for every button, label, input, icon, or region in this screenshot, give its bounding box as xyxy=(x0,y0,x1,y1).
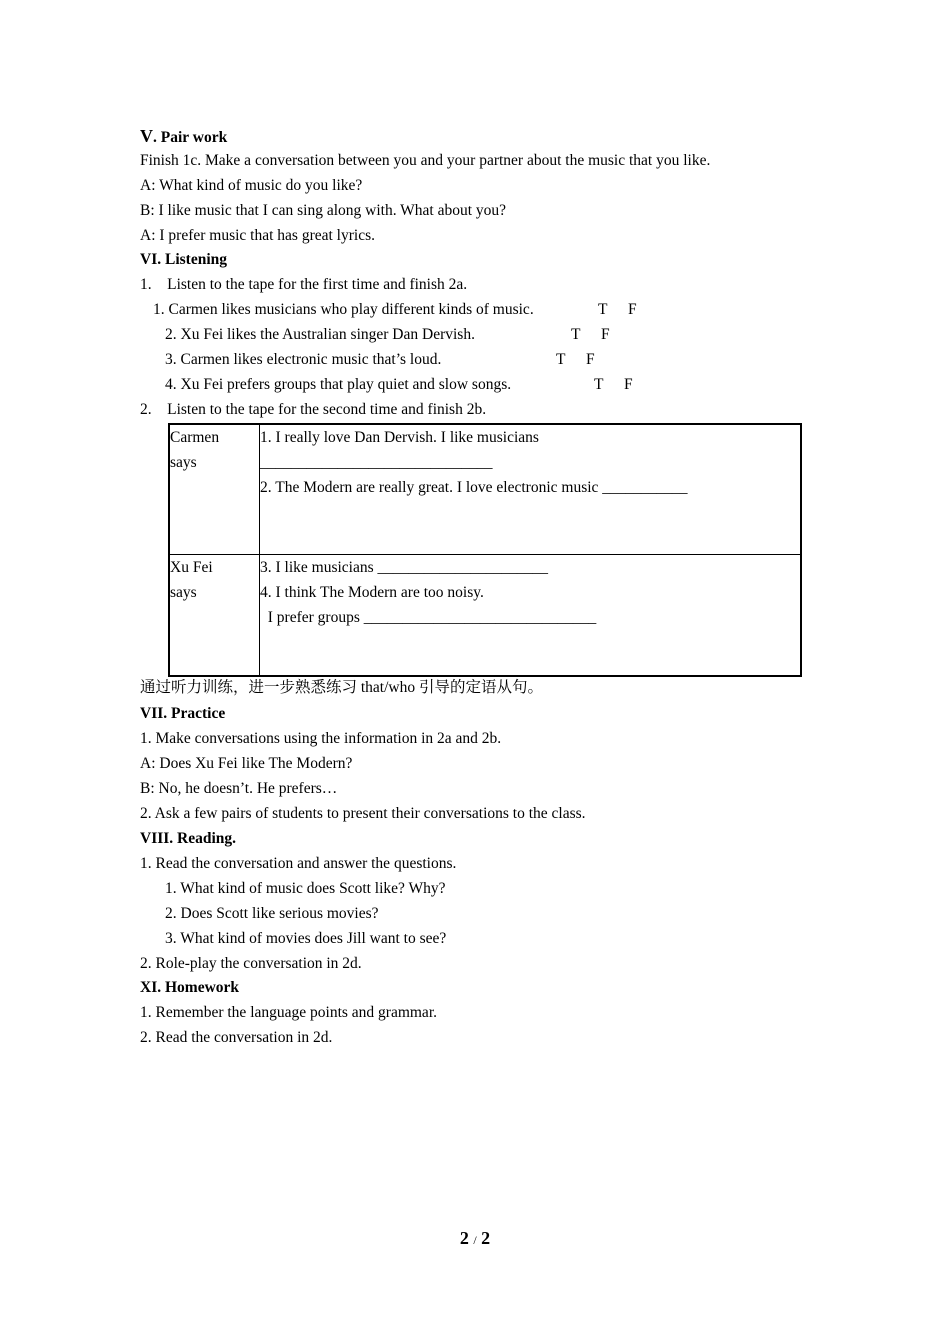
true-false-item-3: 3. Carmen likes electronic music that’s loud. xyxy=(165,351,442,368)
reading-question: 2. Does Scott like serious movies? xyxy=(165,905,379,922)
statement-line: I prefer groups ______________________________ xyxy=(260,609,597,626)
true-false-item-4: 4. Xu Fei prefers groups that play quiet and slow songs. xyxy=(165,376,512,393)
true-option: T xyxy=(594,376,604,393)
false-option: F xyxy=(628,301,637,318)
section-heading-homework: XI. Homework xyxy=(140,979,240,996)
statement-cell xyxy=(260,555,802,677)
pair-work-instruction: Finish 1c. Make a conversation between you and your partner about the music that you like. xyxy=(140,152,711,169)
reading-question: 3. What kind of movies does Jill want to see? xyxy=(165,930,447,947)
false-option: F xyxy=(586,351,595,368)
false-option: F xyxy=(624,376,633,393)
reading-step-1: 1. Read the conversation and answer the questions. xyxy=(140,855,457,872)
statement-line: 2. The Modern are really great. I love electronic music ___________ xyxy=(260,479,688,496)
reading-question: 1. What kind of music does Scott like? Why? xyxy=(165,880,446,897)
dialogue-line: A: What kind of music do you like? xyxy=(140,177,363,194)
section-heading-listening: VI. Listening xyxy=(140,251,227,268)
total-pages: 2 xyxy=(481,1228,491,1248)
listening-note: 通过听力训练，进一步熟悉练习 that/who 引导的定语从句。 xyxy=(140,679,543,696)
heading-numeral: V xyxy=(140,126,153,146)
section-heading-pair-work xyxy=(140,126,227,148)
statement-cell xyxy=(260,424,802,555)
false-option: F xyxy=(601,326,610,343)
practice-line: 2. Ask a few pairs of students to present their conversations to the class. xyxy=(140,805,586,822)
true-option: T xyxy=(556,351,566,368)
true-false-item-2: 2. Xu Fei likes the Australian singer Dan Dervish. xyxy=(165,326,475,343)
true-false-item-1: 1. Carmen likes musicians who play different kinds of music. xyxy=(153,301,534,318)
dialogue-line: A: I prefer music that has great lyrics. xyxy=(140,227,375,244)
practice-line: B: No, he doesn’t. He prefers… xyxy=(140,780,338,797)
answer-table xyxy=(168,423,802,677)
heading-title: . Pair work xyxy=(153,129,228,146)
reading-step-2: 2. Role-play the conversation in 2d. xyxy=(140,955,362,972)
speaker-verb: says xyxy=(170,584,197,601)
answer-blank: ______________________________ xyxy=(260,454,493,471)
table-row xyxy=(169,555,801,677)
statement-line: 4. I think The Modern are too noisy. xyxy=(260,584,484,601)
speaker-cell xyxy=(169,555,260,677)
page-number xyxy=(0,1228,950,1249)
page-separator: / xyxy=(473,1233,477,1247)
statement-line: 1. I really love Dan Dervish. I like musicians xyxy=(260,429,539,446)
practice-line: 1. Make conversations using the information in 2a and 2b. xyxy=(140,730,502,747)
speaker-name: Carmen xyxy=(170,429,220,446)
true-option: T xyxy=(571,326,581,343)
speaker-name: Xu Fei xyxy=(170,559,213,576)
table-row xyxy=(169,424,801,555)
true-option: T xyxy=(598,301,608,318)
listening-step-2: 2. Listen to the tape for the second time and finish 2b. xyxy=(140,401,487,418)
dialogue-line: B: I like music that I can sing along with. What about you? xyxy=(140,202,507,219)
current-page: 2 xyxy=(459,1228,469,1248)
speaker-cell xyxy=(169,424,260,555)
section-heading-reading: VIII. Reading. xyxy=(140,830,237,847)
practice-line: A: Does Xu Fei like The Modern? xyxy=(140,755,353,772)
statement-line: 3. I like musicians ______________________ xyxy=(260,559,549,576)
section-heading-practice: VII. Practice xyxy=(140,705,226,722)
homework-line: 1. Remember the language points and grammar. xyxy=(140,1004,437,1021)
homework-line: 2. Read the conversation in 2d. xyxy=(140,1029,333,1046)
listening-step-1: 1. Listen to the tape for the first time and finish 2a. xyxy=(140,276,468,293)
speaker-verb: says xyxy=(170,454,197,471)
